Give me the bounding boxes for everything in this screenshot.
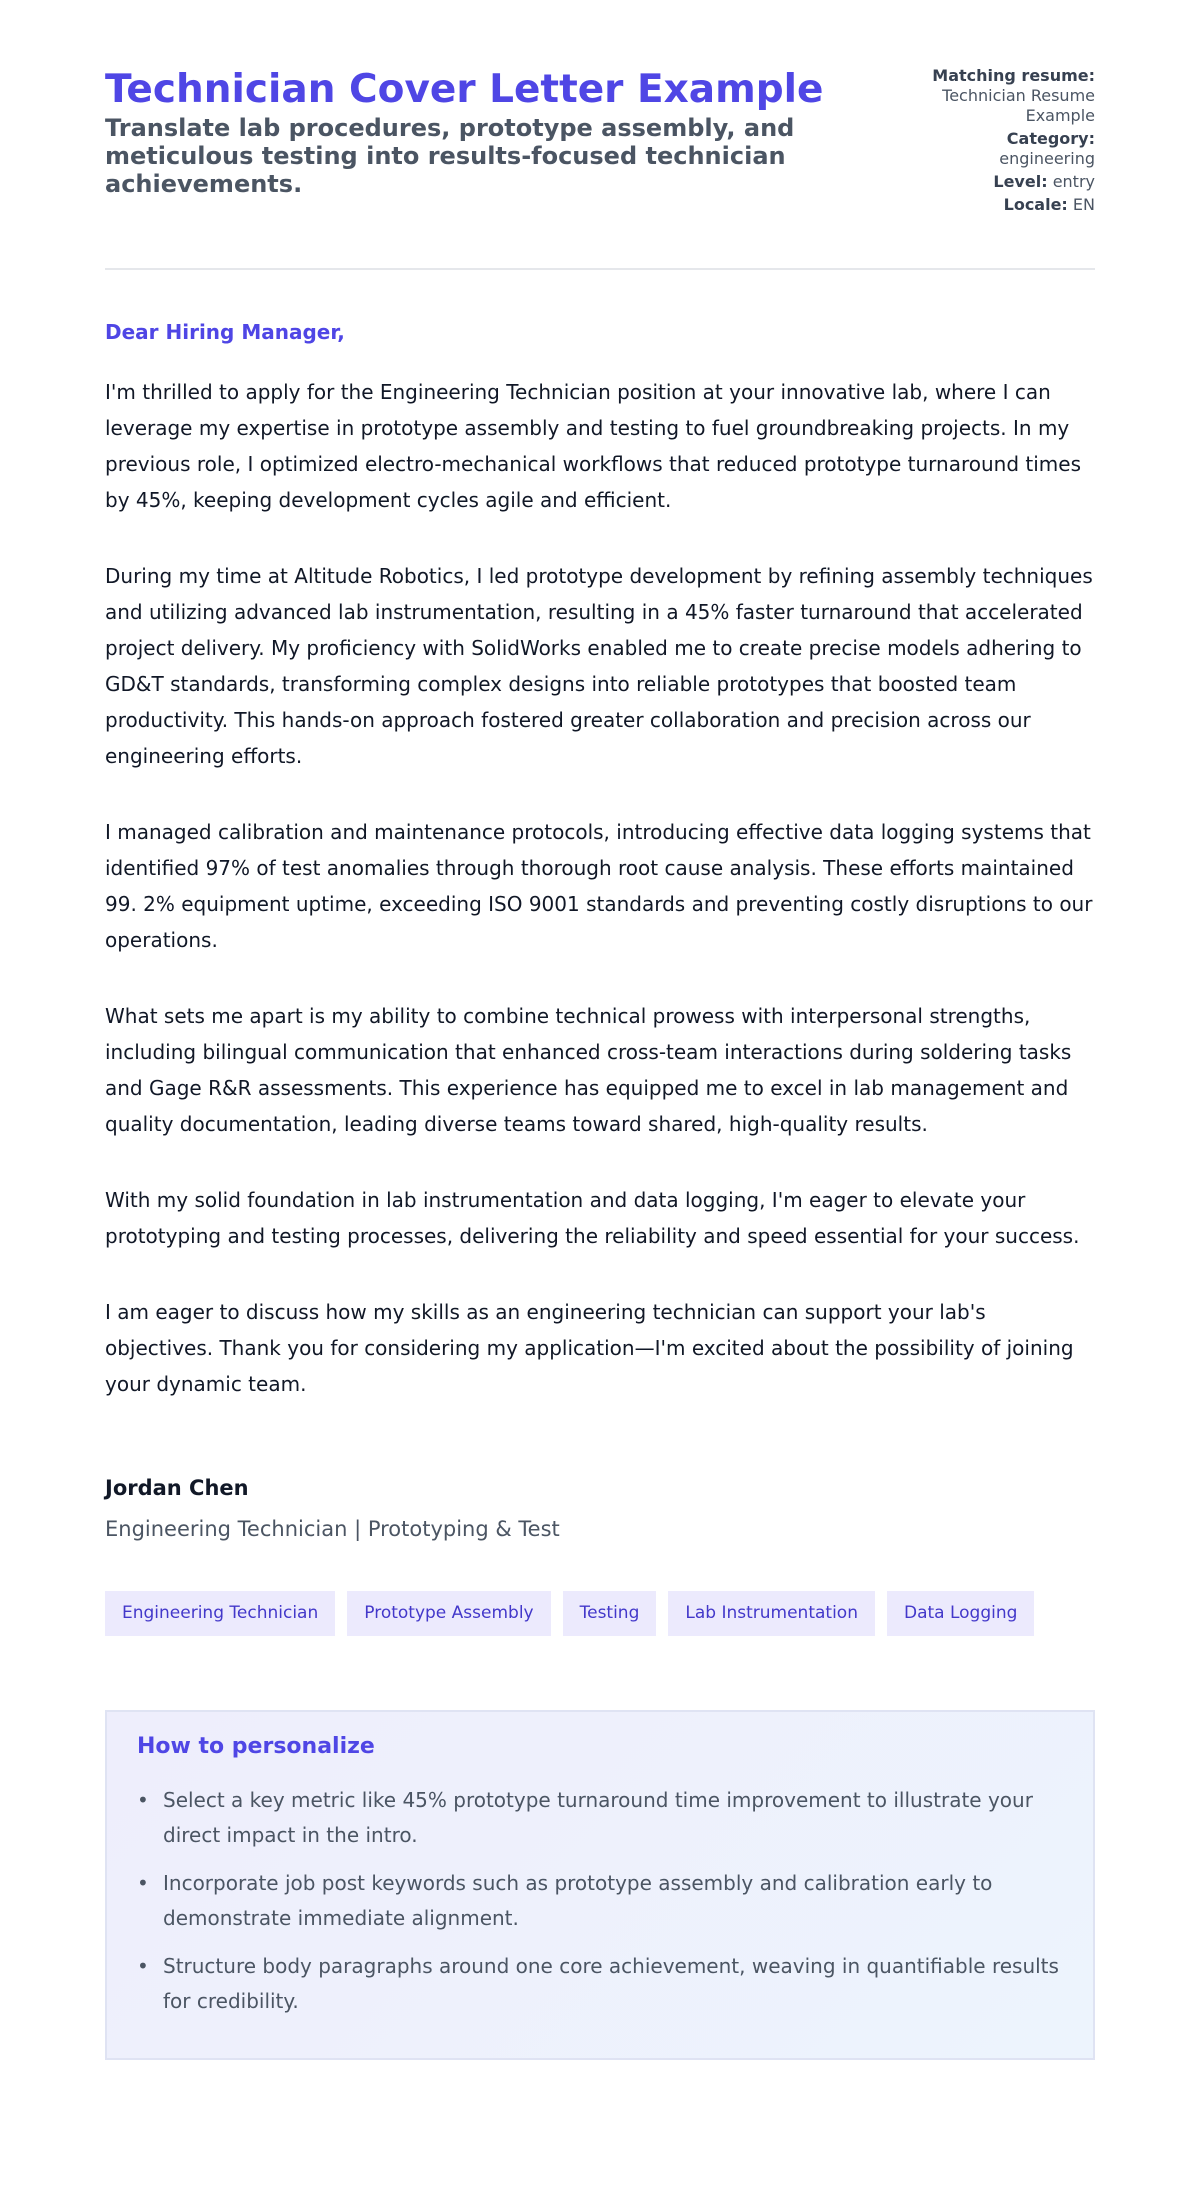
tag[interactable]: Engineering Technician (105, 1591, 335, 1636)
signature-role: Engineering Technician | Prototyping & Test (105, 1517, 560, 1541)
meta-category (905, 129, 1095, 169)
meta-label: Matching resume: (932, 66, 1095, 85)
meta-label: Level: (993, 172, 1048, 191)
tag[interactable]: Data Logging (887, 1591, 1034, 1636)
tag[interactable]: Lab Instrumentation (668, 1591, 875, 1636)
meta-value: EN (1072, 195, 1095, 214)
signature-name: Jordan Chen (105, 1476, 249, 1500)
letter-paragraph: I'm thrilled to apply for the Engineering Technician position at your innovative lab, where I can leverage my expertise in prototype assembly and testing to fuel groundbreaking projects. In my previous role, I optimized electro-mechanical workflows that reduced prototype turnaround times by 45%, keeping development cycles agile and efficient. (105, 380, 1081, 512)
meta-matching-resume (905, 66, 1095, 126)
letter-paragraph: What sets me apart is my ability to combine technical prowess with interpersonal strengths, including bilingual communication that enhanced cross-team interactions during soldering tasks and Gage R&R assessments. This experience has equipped me to excel in lab management and quality documentation, leading diverse teams toward shared, high-quality results. (105, 1004, 1072, 1136)
tip-item: • Structure body paragraphs around one core achievement, weaving in quantifiable results for credibility. (137, 1949, 1063, 2019)
tip-item: • Select a key metric like 45% prototype turnaround time improvement to illustrate your direct impact in the intro. (137, 1783, 1063, 1853)
letter-paragraph: During my time at Altitude Robotics, I led prototype development by refining assembly techniques and utilizing advanced lab instrumentation, resulting in a 45% faster turnaround that accelerated project delivery. My proficiency with SolidWorks enabled me to create precise models adhering to GD&T standards, transforming complex designs into reliable prototypes that boosted team productivity. This hands-on approach fostered greater collaboration and precision across our engineering efforts. (105, 564, 1093, 768)
meta-value: engineering (999, 149, 1095, 168)
greeting: Dear Hiring Manager, (105, 320, 345, 344)
matching-resume-link[interactable]: Technician Resume Example (942, 86, 1095, 125)
letter-paragraph: With my solid foundation in lab instrumentation and data logging, I'm eager to elevate your prototyping and testing processes, delivering the reliability and speed essential for your success. (105, 1188, 1080, 1248)
page-header (105, 66, 1095, 270)
letter-paragraph: I managed calibration and maintenance protocols, introducing effective data logging systems that identified 97% of test anomalies through thorough root cause analysis. These efforts maintained 99. 2% equipment uptime, exceeding ISO 9001 standards and preventing costly disruptions to our operations. (105, 820, 1093, 952)
tag[interactable]: Testing (563, 1591, 657, 1636)
letter-body (105, 320, 1095, 1541)
meta-label: Locale: (1003, 195, 1068, 214)
tag-list (105, 1591, 1095, 1636)
meta-value: entry (1052, 172, 1095, 191)
meta-label: Category: (1006, 129, 1095, 148)
tips-list (137, 1783, 1063, 2019)
letter-paragraph: I am eager to discuss how my skills as an engineering technician can support your lab's objectives. Thank you for considering my application—I'm excited about the possibility of joining your dynamic team. (105, 1300, 1074, 1396)
tag[interactable]: Prototype Assembly (347, 1591, 550, 1636)
meta-level (905, 172, 1095, 192)
page-title: Technician Cover Letter Example (105, 67, 824, 112)
page-subtitle: Translate lab procedures, prototype assembly, and meticulous testing into results-focused technician achievements. (105, 114, 795, 198)
meta-info (905, 66, 1095, 218)
tips-heading: How to personalize (137, 1734, 375, 1759)
cover-letter-page (105, 0, 1095, 2060)
tip-item: • Incorporate job post keywords such as prototype assembly and calibration early to demonstrate immediate alignment. (137, 1866, 1063, 1936)
personalize-tips-box (105, 1710, 1095, 2060)
meta-locale (905, 195, 1095, 215)
title-block (105, 66, 845, 198)
